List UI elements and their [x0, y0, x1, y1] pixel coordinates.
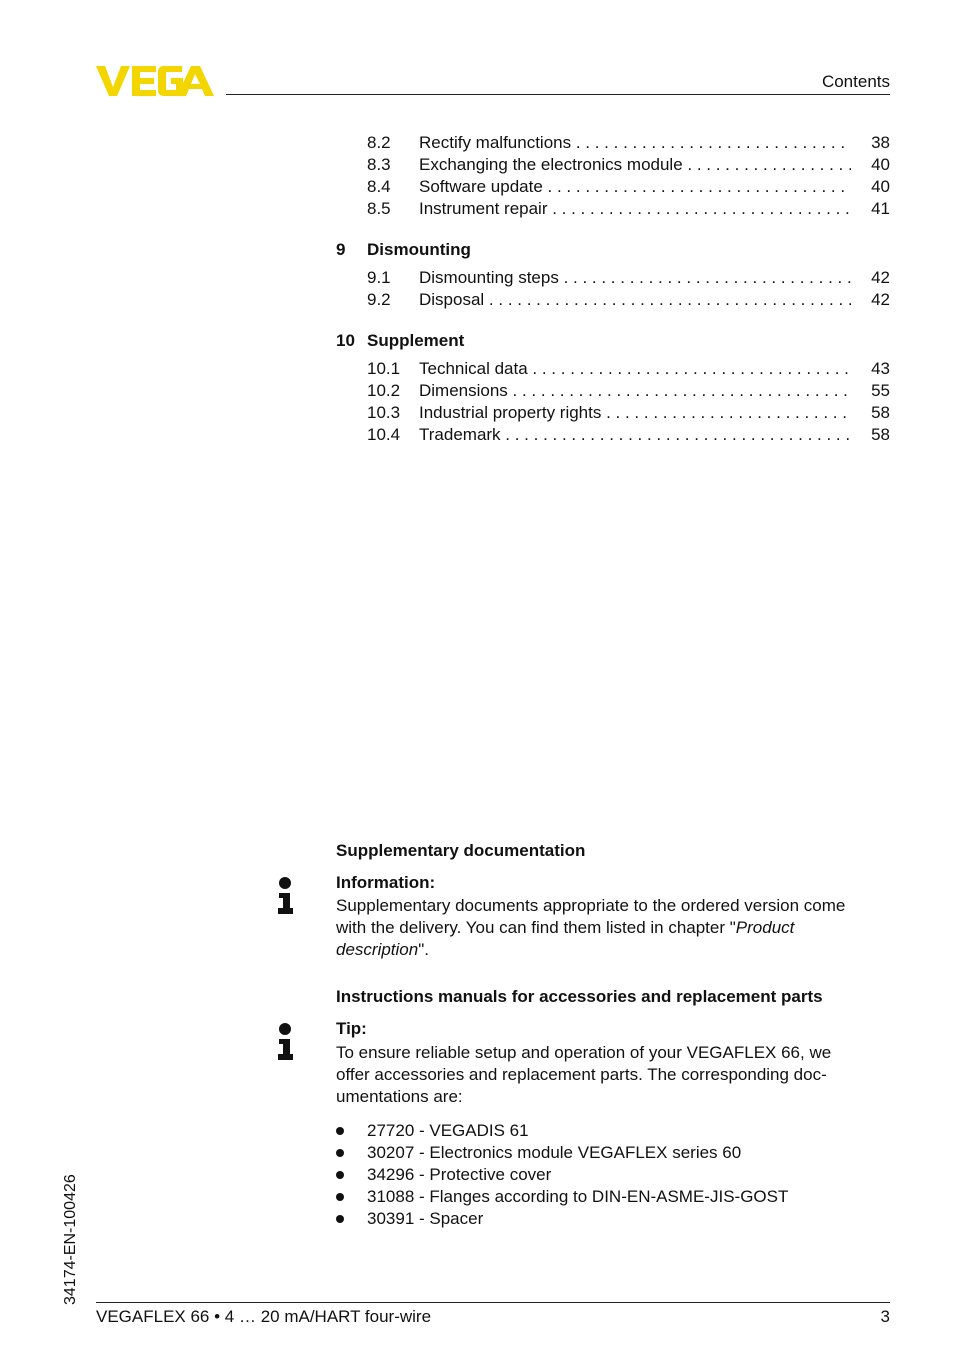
toc-entry[interactable] [336, 267, 890, 289]
toc-entry[interactable] [336, 424, 890, 446]
toc-entry-page: 55 [871, 381, 890, 400]
toc-entry-number: 10.2 [367, 381, 401, 400]
toc-entry-page: 58 [871, 403, 890, 422]
toc-entry-number: 10.4 [367, 425, 401, 444]
bullet-icon [336, 1149, 344, 1157]
toc-entry-page: 42 [871, 290, 890, 309]
document-code: 34174-EN-100426 [62, 1174, 79, 1305]
toc-entry-title: Disposal [419, 290, 485, 309]
information-label: Information: [336, 873, 436, 892]
information-text [336, 895, 892, 961]
toc-entry[interactable] [336, 132, 890, 154]
toc-entry-title: Software update [419, 177, 543, 196]
chapter-reference: description [336, 940, 419, 959]
toc-entry[interactable] [336, 176, 890, 198]
toc-entry-title: Trademark [419, 425, 501, 444]
bullet-icon [336, 1171, 344, 1179]
toc-entry[interactable] [336, 380, 890, 402]
tip-line: umentations are: [336, 1087, 463, 1106]
toc-entry-page: 41 [871, 199, 890, 218]
toc-entry-page: 38 [871, 133, 890, 152]
supplementary-heading: Supplementary documentation [336, 841, 586, 860]
toc-entry-page: 42 [871, 268, 890, 287]
tip-text [336, 1042, 892, 1108]
toc-entry[interactable] [336, 289, 890, 311]
toc-entry-title: Technical data [419, 359, 528, 378]
footer-divider [96, 1302, 890, 1303]
toc-entry-title: Rectify malfunctions [419, 133, 572, 152]
toc-section-title: Dismounting [367, 240, 471, 259]
list-item: 30207 - Electronics module VEGAFLEX series 60 [336, 1142, 896, 1164]
toc-entry-number: 8.4 [367, 177, 391, 196]
toc-entry-title: Exchanging the electronics module [419, 155, 683, 174]
bullet-icon [336, 1193, 344, 1201]
toc-entry-title: Dismounting steps [419, 268, 559, 287]
information-line: description". [336, 940, 429, 959]
vega-logo [96, 64, 220, 98]
toc-entry-page: 40 [871, 177, 890, 196]
toc-entry-number: 9.1 [367, 268, 391, 287]
information-line: Supplementary documents appropriate to the ordered version come [336, 896, 846, 915]
toc-section-number: 9 [336, 240, 346, 259]
list-item: 34296 - Protective cover [336, 1164, 896, 1186]
toc-entry-title: Industrial property rights [419, 403, 602, 422]
chapter-reference: Product [735, 918, 795, 937]
instructions-heading: Instructions manuals for accessories and replacement parts [336, 987, 823, 1006]
page-number: 3 [880, 1307, 890, 1326]
toc-entry-number: 10.3 [367, 403, 401, 422]
table-of-contents [336, 132, 890, 442]
toc-entry-number: 8.2 [367, 133, 391, 152]
list-item: 31088 - Flanges according to DIN-EN-ASME-JIS-GOST [336, 1186, 896, 1208]
tip-icon [277, 1023, 293, 1061]
bullet-icon [336, 1215, 344, 1223]
toc-entry-page: 40 [871, 155, 890, 174]
info-icon [277, 877, 293, 915]
toc-entry[interactable] [336, 198, 890, 220]
header-divider [226, 94, 890, 95]
tip-line: offer accessories and replacement parts. The corresponding doc- [336, 1065, 827, 1084]
bullet-icon [336, 1127, 344, 1135]
footer-title: VEGAFLEX 66 • 4 … 20 mA/HART four-wire [96, 1307, 432, 1326]
documentation-list [336, 1120, 896, 1230]
toc-entry-page: 58 [871, 425, 890, 444]
toc-entry-title: Instrument repair [419, 199, 548, 218]
toc-entry[interactable] [336, 402, 890, 424]
tip-line: To ensure reliable setup and operation of your VEGAFLEX 66, we [336, 1043, 832, 1062]
toc-entry-number: 9.2 [367, 290, 391, 309]
toc-section-title: Supplement [367, 331, 465, 350]
toc-entry-number: 8.5 [367, 199, 391, 218]
list-item: 27720 - VEGADIS 61 [336, 1120, 896, 1142]
toc-entry[interactable] [336, 358, 890, 380]
header-section-label: Contents [821, 72, 890, 91]
toc-section-number: 10 [336, 331, 355, 350]
toc-entry-number: 10.1 [367, 359, 401, 378]
tip-label: Tip: [336, 1019, 367, 1038]
information-line: with the delivery. You can find them listed in chapter "Product [336, 918, 795, 937]
toc-entry-page: 43 [871, 359, 890, 378]
toc-entry[interactable] [336, 154, 890, 176]
toc-entry-number: 8.3 [367, 155, 391, 174]
list-item: 30391 - Spacer [336, 1208, 896, 1230]
toc-entry-title: Dimensions [419, 381, 508, 400]
